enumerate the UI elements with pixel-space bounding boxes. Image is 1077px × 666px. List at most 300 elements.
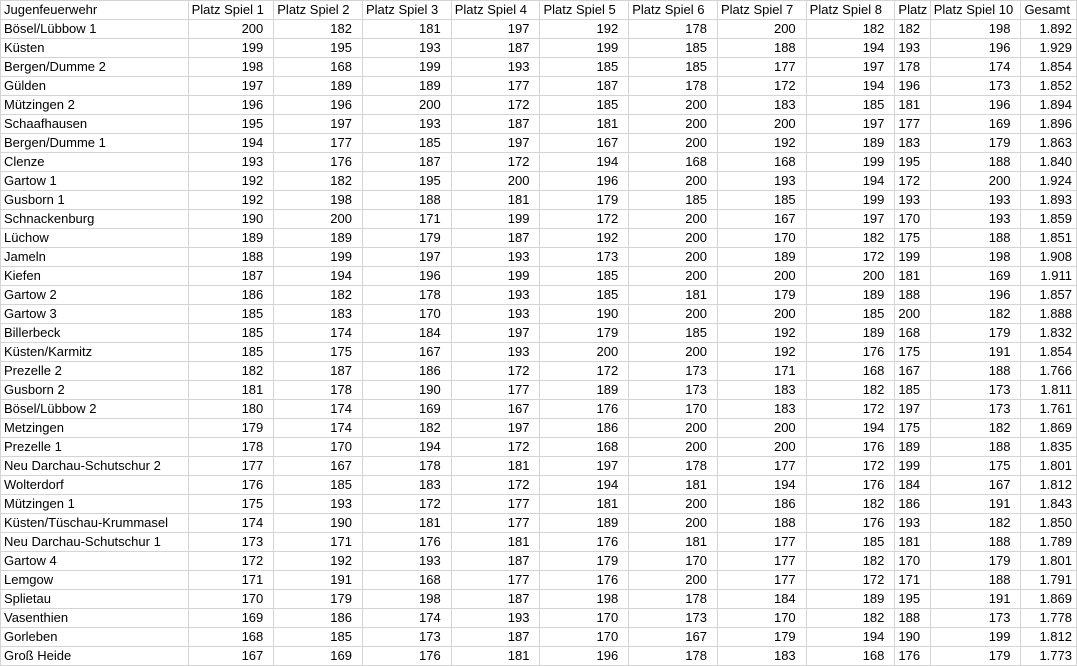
score-cell[interactable]: 187 xyxy=(451,552,540,571)
score-cell[interactable]: 173 xyxy=(629,381,718,400)
total-cell[interactable]: 1.854 xyxy=(1021,343,1077,362)
score-cell[interactable]: 176 xyxy=(188,476,274,495)
score-cell[interactable]: 183 xyxy=(274,305,363,324)
score-cell[interactable]: 188 xyxy=(717,514,806,533)
score-cell[interactable]: 182 xyxy=(274,286,363,305)
score-cell[interactable]: 199 xyxy=(806,153,895,172)
score-cell[interactable]: 194 xyxy=(363,438,452,457)
score-cell[interactable]: 184 xyxy=(717,590,806,609)
score-cell[interactable]: 181 xyxy=(451,647,540,666)
score-cell[interactable]: 172 xyxy=(895,172,930,191)
score-cell[interactable]: 176 xyxy=(540,400,629,419)
score-cell[interactable]: 177 xyxy=(717,552,806,571)
score-cell[interactable]: 192 xyxy=(717,134,806,153)
score-cell[interactable]: 172 xyxy=(451,476,540,495)
score-cell[interactable]: 194 xyxy=(188,134,274,153)
score-cell[interactable]: 196 xyxy=(274,96,363,115)
team-name-cell[interactable]: Gartow 4 xyxy=(1,552,189,571)
score-cell[interactable]: 175 xyxy=(274,343,363,362)
score-cell[interactable]: 193 xyxy=(451,286,540,305)
score-cell[interactable]: 181 xyxy=(363,20,452,39)
score-cell[interactable]: 199 xyxy=(451,210,540,229)
score-cell[interactable]: 178 xyxy=(629,77,718,96)
score-cell[interactable]: 181 xyxy=(363,514,452,533)
score-cell[interactable]: 194 xyxy=(806,419,895,438)
score-cell[interactable]: 172 xyxy=(806,457,895,476)
score-cell[interactable]: 187 xyxy=(188,267,274,286)
team-name-cell[interactable]: Metzingen xyxy=(1,419,189,438)
score-cell[interactable]: 193 xyxy=(451,305,540,324)
score-cell[interactable]: 189 xyxy=(806,286,895,305)
score-cell[interactable]: 185 xyxy=(806,533,895,552)
score-cell[interactable]: 189 xyxy=(717,248,806,267)
score-cell[interactable]: 178 xyxy=(629,20,718,39)
score-cell[interactable]: 193 xyxy=(451,609,540,628)
score-cell[interactable]: 191 xyxy=(274,571,363,590)
score-cell[interactable]: 191 xyxy=(930,495,1021,514)
score-cell[interactable]: 185 xyxy=(629,324,718,343)
score-cell[interactable]: 190 xyxy=(188,210,274,229)
score-cell[interactable]: 172 xyxy=(451,96,540,115)
score-cell[interactable]: 185 xyxy=(188,343,274,362)
score-cell[interactable]: 187 xyxy=(451,39,540,58)
score-cell[interactable]: 190 xyxy=(363,381,452,400)
score-cell[interactable]: 196 xyxy=(188,96,274,115)
header-cell[interactable]: Platz xyxy=(895,1,930,20)
score-cell[interactable]: 185 xyxy=(806,305,895,324)
total-cell[interactable]: 1.778 xyxy=(1021,609,1077,628)
total-cell[interactable]: 1.835 xyxy=(1021,438,1077,457)
total-cell[interactable]: 1.801 xyxy=(1021,552,1077,571)
score-cell[interactable]: 182 xyxy=(895,20,930,39)
score-cell[interactable]: 196 xyxy=(540,647,629,666)
team-name-cell[interactable]: Bergen/Dumme 1 xyxy=(1,134,189,153)
score-cell[interactable]: 185 xyxy=(540,96,629,115)
team-name-cell[interactable]: Gartow 3 xyxy=(1,305,189,324)
score-cell[interactable]: 177 xyxy=(451,495,540,514)
score-cell[interactable]: 168 xyxy=(806,362,895,381)
score-cell[interactable]: 167 xyxy=(717,210,806,229)
score-cell[interactable]: 200 xyxy=(629,210,718,229)
score-cell[interactable]: 172 xyxy=(451,438,540,457)
score-cell[interactable]: 193 xyxy=(895,39,930,58)
score-cell[interactable]: 167 xyxy=(895,362,930,381)
score-cell[interactable]: 168 xyxy=(806,647,895,666)
team-name-cell[interactable]: Billerbeck xyxy=(1,324,189,343)
score-cell[interactable]: 200 xyxy=(629,514,718,533)
team-name-cell[interactable]: Küsten/Karmitz xyxy=(1,343,189,362)
score-cell[interactable]: 185 xyxy=(540,286,629,305)
score-cell[interactable]: 172 xyxy=(363,495,452,514)
score-cell[interactable]: 193 xyxy=(930,191,1021,210)
score-cell[interactable]: 182 xyxy=(274,172,363,191)
team-name-cell[interactable]: Mützingen 1 xyxy=(1,495,189,514)
score-cell[interactable]: 191 xyxy=(930,343,1021,362)
team-name-cell[interactable]: Jameln xyxy=(1,248,189,267)
score-cell[interactable]: 170 xyxy=(717,229,806,248)
score-cell[interactable]: 179 xyxy=(930,552,1021,571)
score-cell[interactable]: 192 xyxy=(540,20,629,39)
score-cell[interactable]: 176 xyxy=(540,571,629,590)
team-name-cell[interactable]: Groß Heide xyxy=(1,647,189,666)
score-cell[interactable]: 169 xyxy=(930,267,1021,286)
score-cell[interactable]: 185 xyxy=(188,305,274,324)
score-cell[interactable]: 198 xyxy=(930,20,1021,39)
score-cell[interactable]: 175 xyxy=(895,229,930,248)
total-cell[interactable]: 1.869 xyxy=(1021,590,1077,609)
score-cell[interactable]: 200 xyxy=(717,438,806,457)
score-cell[interactable]: 197 xyxy=(451,324,540,343)
score-cell[interactable]: 183 xyxy=(717,381,806,400)
score-cell[interactable]: 172 xyxy=(806,400,895,419)
score-cell[interactable]: 172 xyxy=(540,210,629,229)
score-cell[interactable]: 170 xyxy=(895,210,930,229)
team-name-cell[interactable]: Küsten/Tüschau-Krummasel xyxy=(1,514,189,533)
score-cell[interactable]: 176 xyxy=(806,476,895,495)
header-cell[interactable]: Platz Spiel 8 xyxy=(806,1,895,20)
total-cell[interactable]: 1.791 xyxy=(1021,571,1077,590)
score-cell[interactable]: 200 xyxy=(188,20,274,39)
score-cell[interactable]: 198 xyxy=(540,590,629,609)
score-cell[interactable]: 193 xyxy=(451,248,540,267)
score-cell[interactable]: 175 xyxy=(188,495,274,514)
score-cell[interactable]: 200 xyxy=(895,305,930,324)
score-cell[interactable]: 192 xyxy=(188,191,274,210)
score-cell[interactable]: 175 xyxy=(895,419,930,438)
team-name-cell[interactable]: Gorleben xyxy=(1,628,189,647)
score-cell[interactable]: 197 xyxy=(895,400,930,419)
score-cell[interactable]: 171 xyxy=(895,571,930,590)
score-cell[interactable]: 197 xyxy=(806,58,895,77)
score-cell[interactable]: 189 xyxy=(806,324,895,343)
score-cell[interactable]: 173 xyxy=(629,609,718,628)
total-cell[interactable]: 1.812 xyxy=(1021,476,1077,495)
score-cell[interactable]: 198 xyxy=(274,191,363,210)
score-cell[interactable]: 179 xyxy=(274,590,363,609)
team-name-cell[interactable]: Küsten xyxy=(1,39,189,58)
score-cell[interactable]: 178 xyxy=(274,381,363,400)
score-cell[interactable]: 179 xyxy=(540,324,629,343)
score-cell[interactable]: 170 xyxy=(274,438,363,457)
score-cell[interactable]: 188 xyxy=(930,571,1021,590)
header-cell[interactable]: Platz Spiel 5 xyxy=(540,1,629,20)
score-cell[interactable]: 185 xyxy=(274,628,363,647)
score-cell[interactable]: 195 xyxy=(895,153,930,172)
score-cell[interactable]: 197 xyxy=(451,134,540,153)
score-cell[interactable]: 187 xyxy=(451,628,540,647)
score-cell[interactable]: 197 xyxy=(806,210,895,229)
score-cell[interactable]: 176 xyxy=(274,153,363,172)
score-cell[interactable]: 167 xyxy=(363,343,452,362)
score-cell[interactable]: 195 xyxy=(188,115,274,134)
score-cell[interactable]: 182 xyxy=(806,229,895,248)
score-cell[interactable]: 193 xyxy=(895,191,930,210)
score-cell[interactable]: 199 xyxy=(895,457,930,476)
score-cell[interactable]: 189 xyxy=(540,381,629,400)
header-cell[interactable]: Platz Spiel 3 xyxy=(363,1,452,20)
score-cell[interactable]: 179 xyxy=(188,419,274,438)
score-cell[interactable]: 167 xyxy=(540,134,629,153)
score-cell[interactable]: 187 xyxy=(540,77,629,96)
score-cell[interactable]: 199 xyxy=(451,267,540,286)
header-cell[interactable]: Platz Spiel 10 xyxy=(930,1,1021,20)
score-cell[interactable]: 193 xyxy=(363,552,452,571)
score-cell[interactable]: 197 xyxy=(806,115,895,134)
score-cell[interactable]: 174 xyxy=(274,324,363,343)
score-cell[interactable]: 182 xyxy=(806,609,895,628)
score-cell[interactable]: 183 xyxy=(895,134,930,153)
score-cell[interactable]: 183 xyxy=(717,96,806,115)
score-cell[interactable]: 185 xyxy=(717,191,806,210)
score-cell[interactable]: 177 xyxy=(451,77,540,96)
score-cell[interactable]: 182 xyxy=(806,20,895,39)
total-cell[interactable]: 1.892 xyxy=(1021,20,1077,39)
score-cell[interactable]: 174 xyxy=(274,400,363,419)
score-cell[interactable]: 198 xyxy=(930,248,1021,267)
score-cell[interactable]: 186 xyxy=(895,495,930,514)
score-cell[interactable]: 177 xyxy=(451,381,540,400)
score-cell[interactable]: 181 xyxy=(540,115,629,134)
score-cell[interactable]: 189 xyxy=(540,514,629,533)
score-cell[interactable]: 197 xyxy=(188,77,274,96)
score-cell[interactable]: 173 xyxy=(188,533,274,552)
header-cell[interactable]: Platz Spiel 1 xyxy=(188,1,274,20)
score-cell[interactable]: 181 xyxy=(895,96,930,115)
score-cell[interactable]: 188 xyxy=(930,533,1021,552)
score-cell[interactable]: 183 xyxy=(717,400,806,419)
score-cell[interactable]: 173 xyxy=(930,400,1021,419)
score-cell[interactable]: 169 xyxy=(188,609,274,628)
score-cell[interactable]: 171 xyxy=(188,571,274,590)
score-cell[interactable]: 172 xyxy=(188,552,274,571)
score-cell[interactable]: 200 xyxy=(629,267,718,286)
score-cell[interactable]: 177 xyxy=(717,533,806,552)
score-cell[interactable]: 167 xyxy=(188,647,274,666)
team-name-cell[interactable]: Prezelle 2 xyxy=(1,362,189,381)
score-cell[interactable]: 176 xyxy=(540,533,629,552)
total-cell[interactable]: 1.863 xyxy=(1021,134,1077,153)
score-cell[interactable]: 170 xyxy=(363,305,452,324)
score-cell[interactable]: 189 xyxy=(274,77,363,96)
score-cell[interactable]: 174 xyxy=(188,514,274,533)
score-cell[interactable]: 193 xyxy=(451,343,540,362)
score-cell[interactable]: 181 xyxy=(188,381,274,400)
score-cell[interactable]: 172 xyxy=(451,153,540,172)
score-cell[interactable]: 173 xyxy=(363,628,452,647)
total-cell[interactable]: 1.811 xyxy=(1021,381,1077,400)
score-cell[interactable]: 185 xyxy=(540,58,629,77)
score-cell[interactable]: 189 xyxy=(188,229,274,248)
score-cell[interactable]: 199 xyxy=(274,248,363,267)
score-cell[interactable]: 188 xyxy=(930,229,1021,248)
header-cell[interactable]: Gesamt xyxy=(1021,1,1077,20)
score-cell[interactable]: 190 xyxy=(274,514,363,533)
score-cell[interactable]: 173 xyxy=(930,609,1021,628)
score-cell[interactable]: 176 xyxy=(895,647,930,666)
score-cell[interactable]: 196 xyxy=(895,77,930,96)
score-cell[interactable]: 200 xyxy=(629,134,718,153)
score-cell[interactable]: 200 xyxy=(717,20,806,39)
score-cell[interactable]: 178 xyxy=(629,647,718,666)
score-cell[interactable]: 200 xyxy=(629,495,718,514)
total-cell[interactable]: 1.843 xyxy=(1021,495,1077,514)
score-cell[interactable]: 182 xyxy=(930,305,1021,324)
total-cell[interactable]: 1.851 xyxy=(1021,229,1077,248)
score-cell[interactable]: 198 xyxy=(188,58,274,77)
score-cell[interactable]: 200 xyxy=(717,267,806,286)
score-cell[interactable]: 188 xyxy=(188,248,274,267)
score-cell[interactable]: 178 xyxy=(363,286,452,305)
score-cell[interactable]: 185 xyxy=(363,134,452,153)
score-cell[interactable]: 200 xyxy=(629,438,718,457)
score-cell[interactable]: 189 xyxy=(363,77,452,96)
score-cell[interactable]: 200 xyxy=(629,248,718,267)
score-cell[interactable]: 200 xyxy=(629,172,718,191)
score-cell[interactable]: 177 xyxy=(717,457,806,476)
team-name-cell[interactable]: Schaafhausen xyxy=(1,115,189,134)
score-cell[interactable]: 200 xyxy=(930,172,1021,191)
score-cell[interactable]: 170 xyxy=(629,552,718,571)
score-cell[interactable]: 197 xyxy=(540,457,629,476)
score-cell[interactable]: 194 xyxy=(806,628,895,647)
score-cell[interactable]: 168 xyxy=(363,571,452,590)
score-cell[interactable]: 196 xyxy=(930,39,1021,58)
score-cell[interactable]: 196 xyxy=(930,286,1021,305)
score-cell[interactable]: 170 xyxy=(895,552,930,571)
total-cell[interactable]: 1.908 xyxy=(1021,248,1077,267)
score-cell[interactable]: 179 xyxy=(363,229,452,248)
score-cell[interactable]: 199 xyxy=(895,248,930,267)
total-cell[interactable]: 1.929 xyxy=(1021,39,1077,58)
score-cell[interactable]: 193 xyxy=(363,39,452,58)
team-name-cell[interactable]: Gusborn 1 xyxy=(1,191,189,210)
score-cell[interactable]: 187 xyxy=(451,229,540,248)
score-cell[interactable]: 185 xyxy=(895,381,930,400)
score-cell[interactable]: 168 xyxy=(717,153,806,172)
score-cell[interactable]: 189 xyxy=(806,134,895,153)
total-cell[interactable]: 1.854 xyxy=(1021,58,1077,77)
score-cell[interactable]: 192 xyxy=(717,324,806,343)
score-cell[interactable]: 181 xyxy=(629,533,718,552)
team-name-cell[interactable]: Gartow 1 xyxy=(1,172,189,191)
score-cell[interactable]: 192 xyxy=(274,552,363,571)
score-cell[interactable]: 177 xyxy=(451,514,540,533)
score-cell[interactable]: 169 xyxy=(930,115,1021,134)
score-cell[interactable]: 199 xyxy=(540,39,629,58)
score-cell[interactable]: 200 xyxy=(717,115,806,134)
score-cell[interactable]: 186 xyxy=(188,286,274,305)
score-cell[interactable]: 192 xyxy=(717,343,806,362)
score-cell[interactable]: 194 xyxy=(540,476,629,495)
score-cell[interactable]: 181 xyxy=(895,267,930,286)
score-cell[interactable]: 167 xyxy=(274,457,363,476)
total-cell[interactable]: 1.852 xyxy=(1021,77,1077,96)
score-cell[interactable]: 185 xyxy=(540,267,629,286)
score-cell[interactable]: 189 xyxy=(806,590,895,609)
score-cell[interactable]: 178 xyxy=(895,58,930,77)
score-cell[interactable]: 172 xyxy=(806,571,895,590)
score-cell[interactable]: 200 xyxy=(451,172,540,191)
score-cell[interactable]: 179 xyxy=(930,647,1021,666)
score-cell[interactable]: 174 xyxy=(930,58,1021,77)
score-cell[interactable]: 169 xyxy=(274,647,363,666)
score-cell[interactable]: 193 xyxy=(274,495,363,514)
score-cell[interactable]: 191 xyxy=(930,590,1021,609)
score-cell[interactable]: 168 xyxy=(188,628,274,647)
score-cell[interactable]: 177 xyxy=(451,571,540,590)
score-cell[interactable]: 182 xyxy=(930,514,1021,533)
score-cell[interactable]: 193 xyxy=(451,58,540,77)
score-cell[interactable]: 193 xyxy=(930,210,1021,229)
score-cell[interactable]: 185 xyxy=(806,96,895,115)
header-cell[interactable]: Platz Spiel 7 xyxy=(717,1,806,20)
total-cell[interactable]: 1.911 xyxy=(1021,267,1077,286)
score-cell[interactable]: 197 xyxy=(451,419,540,438)
score-cell[interactable]: 173 xyxy=(629,362,718,381)
score-cell[interactable]: 179 xyxy=(930,324,1021,343)
score-cell[interactable]: 200 xyxy=(629,305,718,324)
team-name-cell[interactable]: Bergen/Dumme 2 xyxy=(1,58,189,77)
score-cell[interactable]: 186 xyxy=(717,495,806,514)
score-cell[interactable]: 174 xyxy=(274,419,363,438)
score-cell[interactable]: 170 xyxy=(717,609,806,628)
score-cell[interactable]: 184 xyxy=(895,476,930,495)
score-cell[interactable]: 176 xyxy=(363,647,452,666)
total-cell[interactable]: 1.801 xyxy=(1021,457,1077,476)
score-cell[interactable]: 185 xyxy=(188,324,274,343)
score-cell[interactable]: 196 xyxy=(540,172,629,191)
score-cell[interactable]: 179 xyxy=(540,552,629,571)
score-cell[interactable]: 185 xyxy=(629,191,718,210)
score-cell[interactable]: 199 xyxy=(363,58,452,77)
score-cell[interactable]: 192 xyxy=(540,229,629,248)
score-cell[interactable]: 176 xyxy=(363,533,452,552)
score-cell[interactable]: 200 xyxy=(629,419,718,438)
score-cell[interactable]: 172 xyxy=(806,248,895,267)
score-cell[interactable]: 179 xyxy=(930,134,1021,153)
total-cell[interactable]: 1.859 xyxy=(1021,210,1077,229)
score-cell[interactable]: 190 xyxy=(895,628,930,647)
score-cell[interactable]: 177 xyxy=(895,115,930,134)
score-cell[interactable]: 190 xyxy=(540,305,629,324)
score-cell[interactable]: 168 xyxy=(629,153,718,172)
score-cell[interactable]: 198 xyxy=(363,590,452,609)
score-cell[interactable]: 194 xyxy=(806,172,895,191)
score-cell[interactable]: 167 xyxy=(451,400,540,419)
total-cell[interactable]: 1.896 xyxy=(1021,115,1077,134)
score-cell[interactable]: 177 xyxy=(274,134,363,153)
score-cell[interactable]: 185 xyxy=(629,58,718,77)
score-cell[interactable]: 188 xyxy=(363,191,452,210)
score-cell[interactable]: 177 xyxy=(188,457,274,476)
team-name-cell[interactable]: Gülden xyxy=(1,77,189,96)
score-cell[interactable]: 200 xyxy=(717,305,806,324)
score-cell[interactable]: 177 xyxy=(717,58,806,77)
team-name-cell[interactable]: Gartow 2 xyxy=(1,286,189,305)
score-cell[interactable]: 172 xyxy=(540,362,629,381)
score-cell[interactable]: 179 xyxy=(540,191,629,210)
score-cell[interactable]: 194 xyxy=(274,267,363,286)
score-cell[interactable]: 187 xyxy=(363,153,452,172)
header-cell[interactable]: Jugenfeuerwehr xyxy=(1,1,189,20)
score-cell[interactable]: 200 xyxy=(363,96,452,115)
score-cell[interactable]: 172 xyxy=(451,362,540,381)
score-cell[interactable]: 181 xyxy=(451,533,540,552)
score-cell[interactable]: 167 xyxy=(930,476,1021,495)
score-cell[interactable]: 189 xyxy=(895,438,930,457)
header-cell[interactable]: Platz Spiel 6 xyxy=(629,1,718,20)
total-cell[interactable]: 1.761 xyxy=(1021,400,1077,419)
